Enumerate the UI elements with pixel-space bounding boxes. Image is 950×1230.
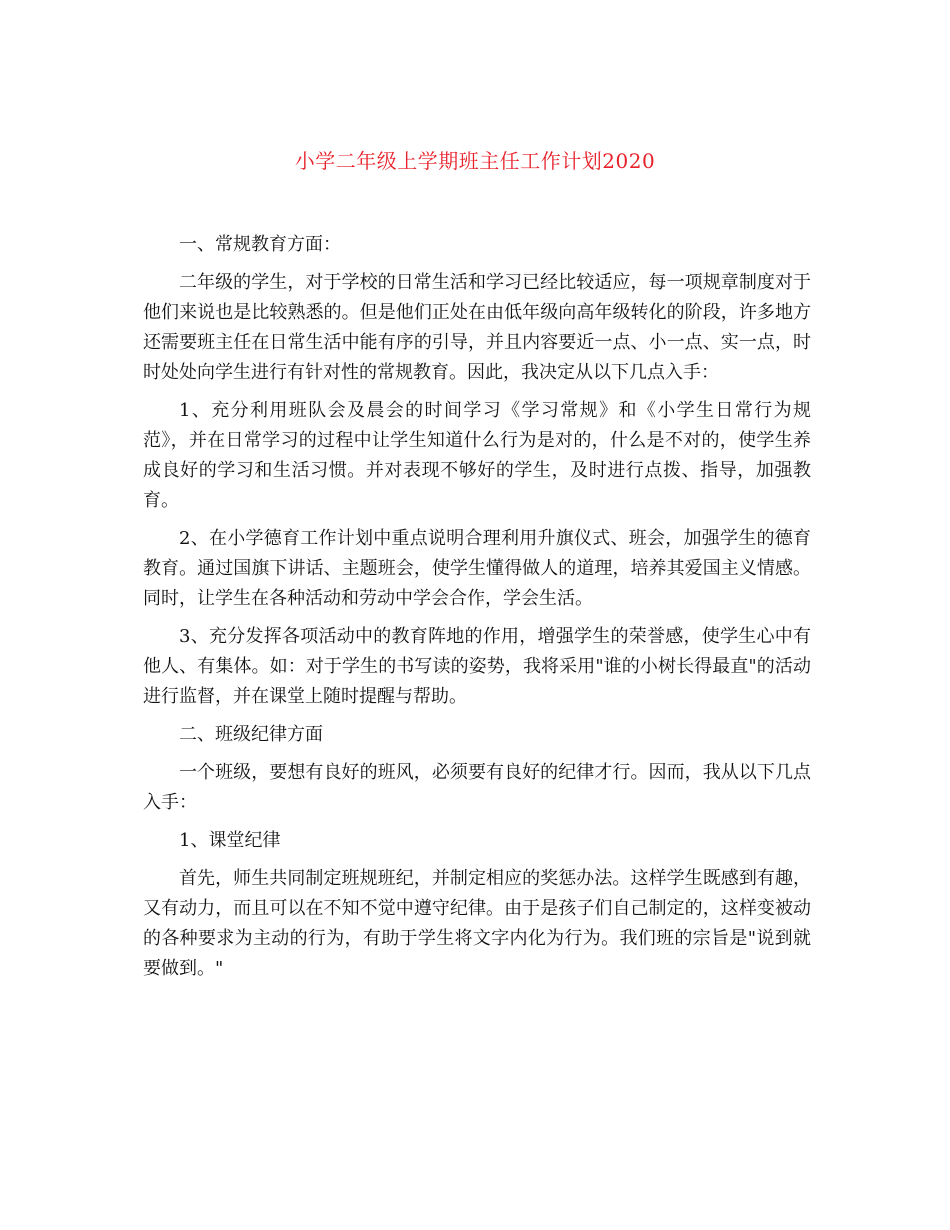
document-body bbox=[143, 230, 811, 992]
paragraph-intro: 二年级的学生，对于学校的日常生活和学习已经比较适应，每一项规章制度对于他们来说也是比较熟悉的。但是他们正处在由低年级向高年级转化的阶段，许多地方还需要班主任在日常生活中能有序的引导，并且内容要近一点、小一点、实一点，时时处处向学生进行有针对性的常规教育。因此，我决定从以下几点入手： bbox=[143, 272, 811, 383]
document-title: 小学二年级上学期班主任工作计划2020 bbox=[294, 149, 656, 173]
paragraph-discipline-intro: 一个班级，要想有良好的班风，必须要有良好的纪律才行。因而，我从以下几点入手： bbox=[143, 762, 811, 813]
paragraph-item-1: 1、充分利用班队会及晨会的时间学习《学习常规》和《小学生日常行为规范》，并在日常学习的过程中让学生知道什么行为是对的，什么是不对的，使学生养成良好的学习和生活习惯。并对表现不够好的学生，及时进行点拨、指导，加强教育。 bbox=[143, 400, 811, 511]
paragraph-classroom-rules: 首先，师生共同制定班规班纪，并制定相应的奖惩办法。这样学生既感到有趣，又有动力，而且可以在不知不觉中遵守纪律。由于是孩子们自己制定的，这样变被动的各种要求为主动的行为，有助于学生将文字内化为行为。我们班的宗旨是"说到就要做到。" bbox=[143, 868, 811, 979]
paragraph-item-2: 2、在小学德育工作计划中重点说明合理利用升旗仪式、班会，加强学生的德育教育。通过国旗下讲话、主题班会，使学生懂得做人的道理，培养其爱国主义情感。同时，让学生在各种活动和劳动中学会合作，学会生活。 bbox=[143, 528, 811, 609]
section-heading-routine: 一、常规教育方面： bbox=[179, 234, 341, 255]
paragraph-item-3: 3、充分发挥各项活动中的教育阵地的作用，增强学生的荣誉感，使学生心中有他人、有集体。如：对于学生的书写读的姿势，我将采用"谁的小树长得最直"的活动进行监督，并在课堂上随时提醒与帮助。 bbox=[143, 626, 811, 707]
section-heading-discipline: 二、班级纪律方面 bbox=[179, 724, 323, 745]
subheading-classroom-discipline: 1、课堂纪律 bbox=[179, 830, 281, 851]
